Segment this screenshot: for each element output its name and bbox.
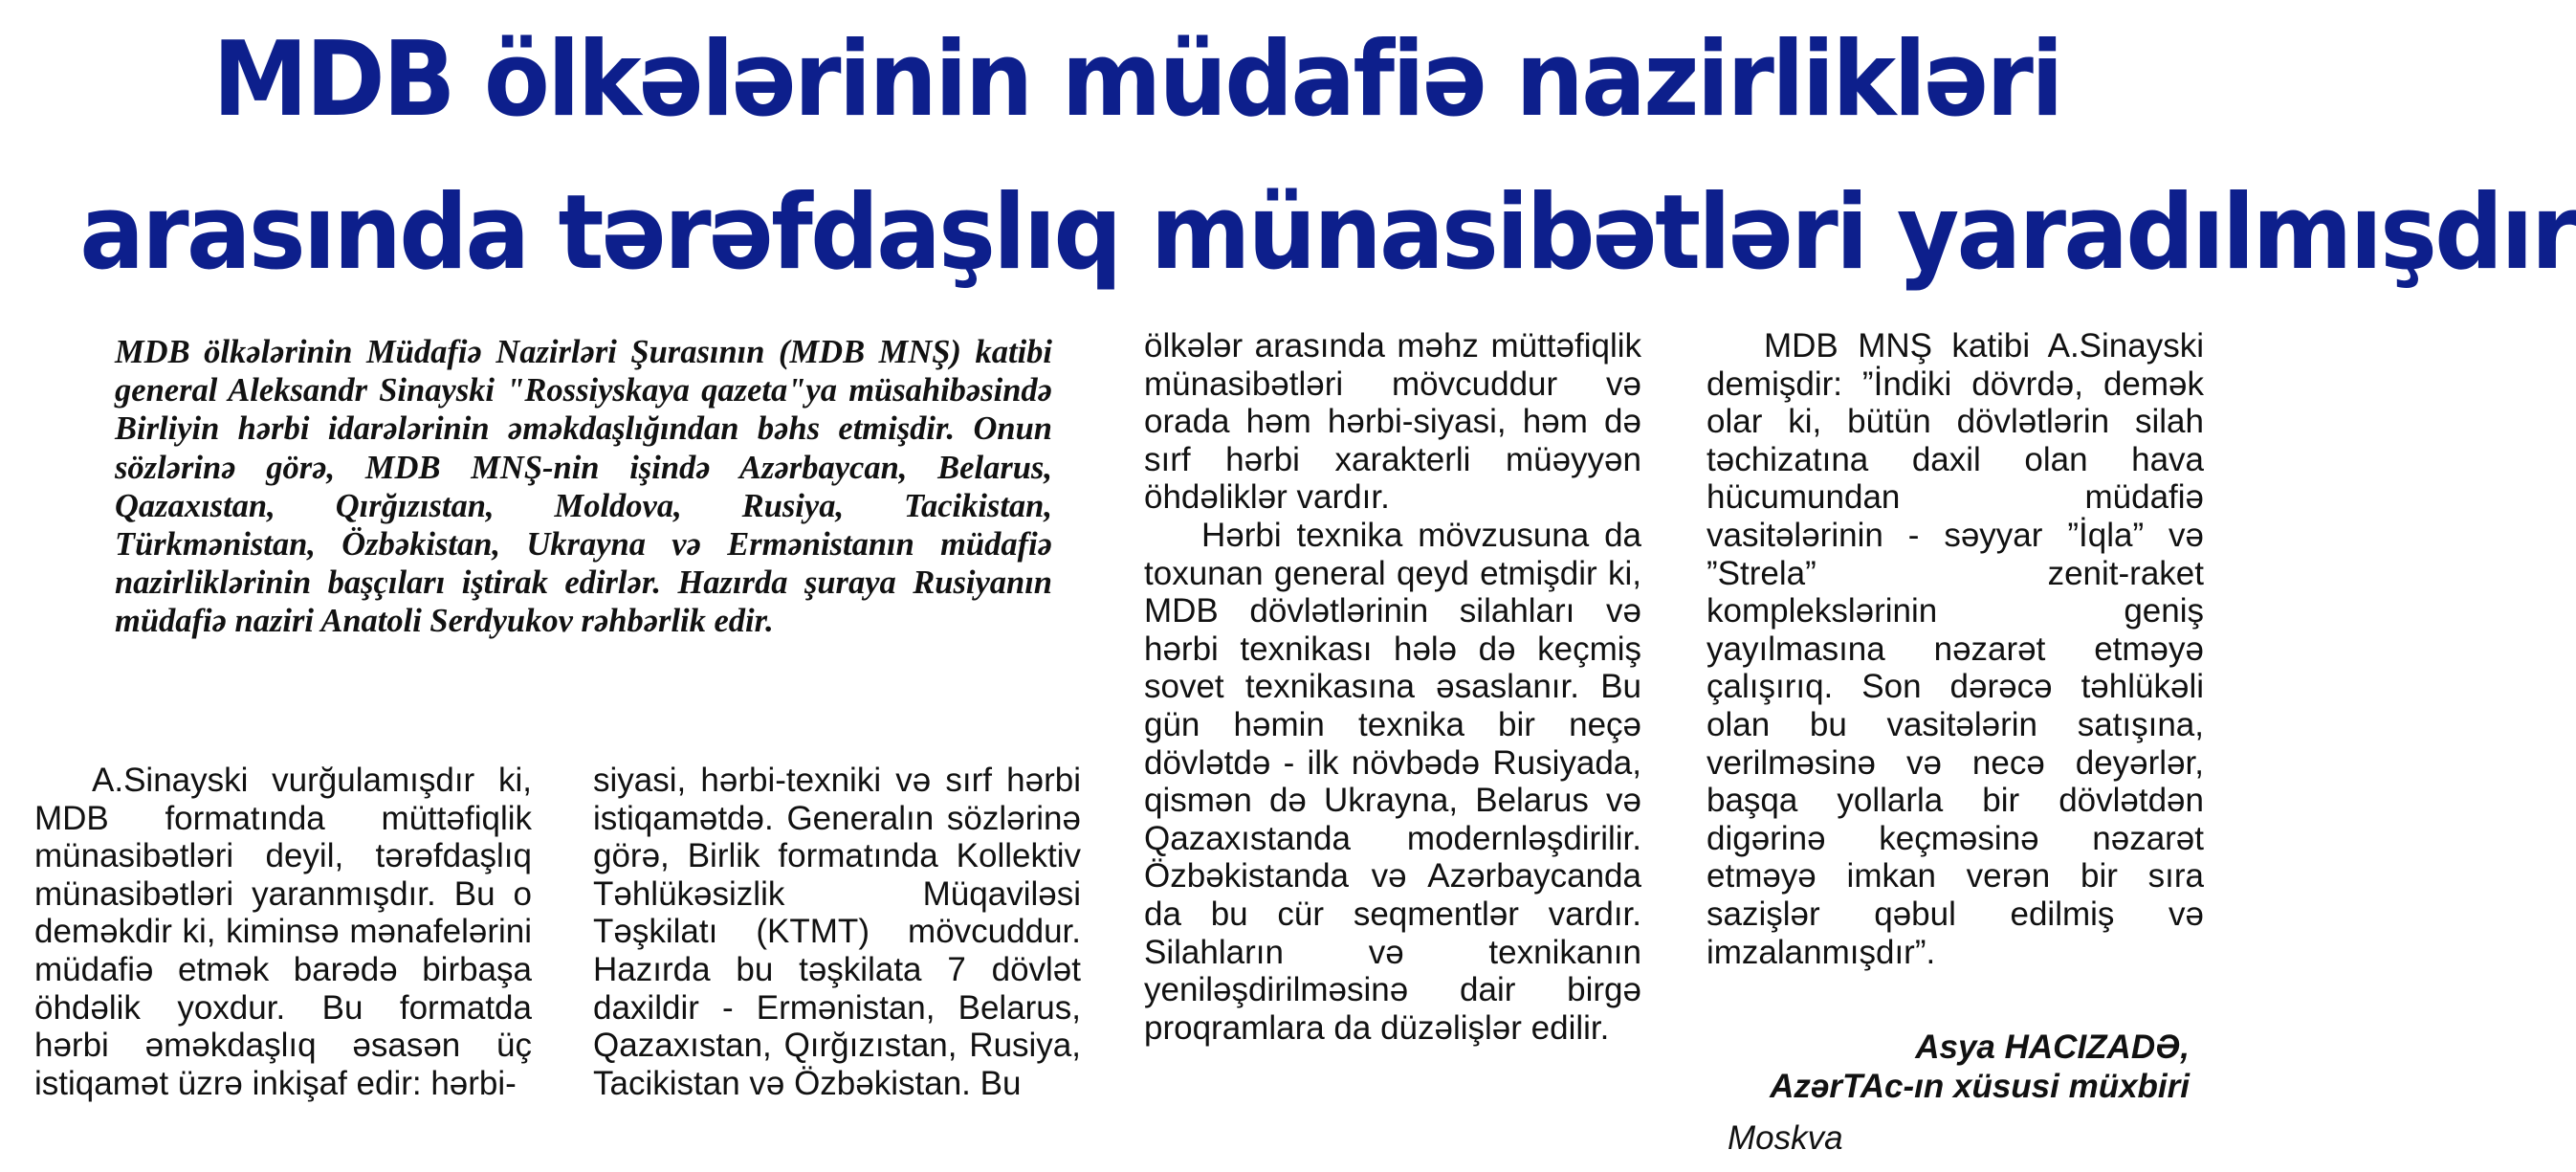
body-column-1: [34, 762, 532, 1102]
headline-line-2: arasında tərəfdaşlıq münasibətləri yaradılmışdır: [79, 173, 2576, 293]
body-paragraph: MDB MNŞ katibi A.Sinayski demişdir: ”İndiki dövrdə, demək olar ki, bütün dövlətlərin silah təchizatına daxil olan hava hücumundan müdafiə vasitələrinin - səyyar ”İqla” və ”Strela” zenit-raket komplekslərinin geniş yayılmasına nəzarət etməyə çalışırıq. Son dərəcə təhlükəli olan bu vasitələrin satışına, verilməsinə və necə deyərlər, başqa yollarla bir dövlətdən digərinə keçməsinə nəzarət etməyə imkan verən bir sıra sazişlər qəbul edilmiş və imzalanmışdır”.: [1706, 327, 2204, 971]
lead-paragraph: MDB ölkələrinin Müdafiə Nazirləri Şurasının (MDB MNŞ) katibi general Aleksandr Sinayski "Rossiyskaya qazeta"ya müsahibəsində Birliyin hərbi idarələrinin əməkdaşlığından bəhs etmişdir. Onun sözlərinə görə, MDB MNŞ-nin işində Azərbaycan, Belarus, Qazaxıstan, Qırğızıstan, Moldova, Rusiya, Tacikistan, Türkmənistan, Özbəkistan, Ukrayna və Ermənistanın müdafiə nazirliklərinin başçıları iştirak edirlər. Hazırda şuraya Rusiyanın müdafiə naziri Anatoli Serdyukov rəhbərlik edir.: [115, 334, 1052, 640]
byline-author: Asya HACIZADƏ,: [1915, 1028, 2190, 1066]
body-paragraph: siyasi, hərbi-texniki və sırf hərbi istiqamətdə. Generalın sözlərinə görə, Birlik formatında Kollektiv Təhlükəsizlik Müqaviləsi Təşkilatı (KTMT) mövcuddur. Hazırda bu təşkilata 7 dövlət daxildir - Ermənistan, Belarus, Qazaxıstan, Qırğızıstan, Rusiya, Tacikistan və Özbəkistan. Bu: [593, 762, 1081, 1102]
body-column-2: [593, 762, 1081, 1102]
headline-line-1: MDB ölkələrinin müdafiə nazirlikləri: [212, 20, 2061, 140]
byline-role: AzərTAc-ın xüsusi müxbiri: [1770, 1068, 2190, 1105]
dateline-place: Moskva: [1728, 1119, 1843, 1157]
body-paragraph: ölkələr arasında məhz müttəfiqlik münasibətləri mövcuddur və orada həm hərbi-siyasi, həm də sırf hərbi xarakterli müəyyən öhdəliklər vardır.: [1144, 327, 1641, 517]
body-paragraph: Hərbi texnika mövzusuna da toxunan general qeyd etmişdir ki, MDB dövlətlərinin silahları və hərbi texnikası hələ də keçmiş sovet texnikasına əsaslanır. Bu gün həmin texnika bir neçə dövlətdə - ilk növbədə Rusiyada, qismən də Ukrayna, Belarus və Qazaxıstanda modernləşdirilir. Özbəkistanda və Azərbaycanda da bu cür seqmentlər vardır. Silahların və texnikanın yeniləşdirilməsinə dair birgə proqramlara da düzəlişlər edilir.: [1144, 516, 1641, 1047]
body-paragraph: A.Sinayski vurğulamışdır ki, MDB formatında müttəfiqlik münasibətləri deyil, tərəfdaşlıq münasibətləri yaranmışdır. Bu o deməkdir ki, kiminsə mənafelərini müdafiə etmək barədə birbaşa öhdəlik yoxdur. Bu formatda hərbi əməkdaşlıq əsasən üç istiqamət üzrə inkişaf edir: hərbi-: [34, 762, 532, 1102]
body-column-3: [1144, 327, 1641, 1047]
body-column-4: [1706, 327, 2204, 971]
